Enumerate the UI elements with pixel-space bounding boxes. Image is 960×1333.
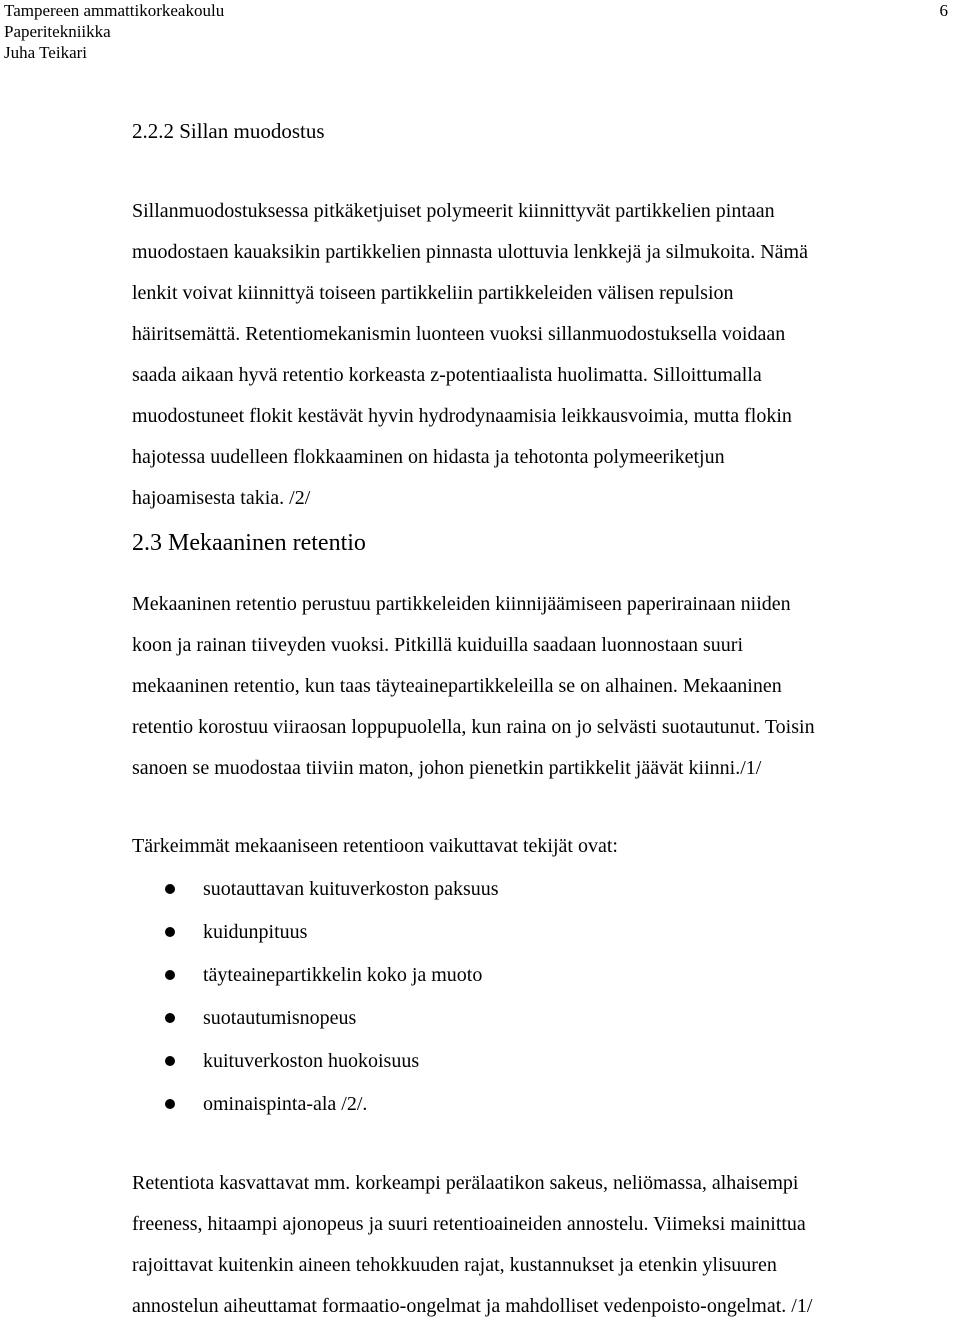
spacer [132, 146, 932, 191]
bullet-icon [165, 1013, 175, 1023]
paragraph-line: koon ja rainan tiiveyden vuoksi. Pitkillä kuiduilla saadaan luonnostaan suuri [132, 634, 743, 656]
paragraph-line: hajotessa uudelleen flokkaaminen on hidasta ja tehotonta polymeeriketjun [132, 446, 725, 468]
page-number: 6 [939, 1, 948, 20]
factors-intro: Tärkeimmät mekaaniseen retentioon vaikuttavat tekijät ovat: [132, 835, 618, 857]
bullet-icon [165, 927, 175, 937]
paragraph-line: muodostuneet flokit kestävät hyvin hydrodynaamisia leikkausvoimia, mutta flokin [132, 405, 792, 427]
list-item [132, 1083, 932, 1126]
header-institution: Tampereen ammattikorkeakoulu [4, 1, 225, 20]
list-item-text: ominaispinta-ala /2/. [203, 1093, 368, 1115]
list-item-text: suotauttavan kuituverkoston paksuus [203, 878, 499, 900]
factors-list [132, 868, 932, 1126]
list-item [132, 868, 932, 911]
paragraph-line: lenkit voivat kiinnittyä toiseen partikkeliin partikkeleiden välisen repulsion [132, 282, 734, 304]
bullet-icon [165, 884, 175, 894]
document-body [132, 116, 932, 1327]
page-header [4, 0, 224, 63]
spacer [132, 789, 932, 826]
list-item [132, 954, 932, 997]
paragraph-line: freeness, hitaampi ajonopeus ja suuri retentioaineiden annostelu. Viimeksi mainittua [132, 1213, 806, 1235]
paragraph-mechanical-retention [132, 584, 932, 789]
list-item-text: kuidunpituus [203, 921, 308, 943]
header-department: Paperitekniikka [4, 22, 111, 41]
paragraph-line: Mekaaninen retentio perustuu partikkeleiden kiinnijäämiseen paperirainaan niiden [132, 593, 791, 615]
paragraph-bridging [132, 191, 932, 519]
paragraph-line: hajoamisesta takia. /2/ [132, 487, 311, 509]
paragraph-line: häiritsemättä. Retentiomekanismin luonteen vuoksi sillanmuodostuksella voidaan [132, 323, 786, 345]
spacer [132, 1126, 932, 1163]
list-item [132, 1040, 932, 1083]
paragraph-line: rajoittavat kuitenkin aineen tehokkuuden rajat, kustannukset ja etenkin ylisuuren [132, 1254, 777, 1276]
section-heading-2-3: 2.3 Mekaaninen retentio [132, 530, 366, 556]
paragraph-line: retentio korostuu viiraosan loppupuolella, kun raina on jo selvästi suotautunut. Toisin [132, 716, 815, 738]
paragraph-line: Retentiota kasvattavat mm. korkeampi perälaatikon sakeus, neliömassa, alhaisempi [132, 1172, 799, 1194]
list-item [132, 997, 932, 1040]
header-author: Juha Teikari [4, 43, 87, 62]
list-item-text: suotautumisnopeus [203, 1007, 357, 1029]
bullet-icon [165, 970, 175, 980]
paragraph-line: muodostaen kauaksikin partikkelien pinnasta ulottuvia lenkkejä ja silmukoita. Nämä [132, 241, 808, 263]
section-heading-2-2-2: 2.2.2 Sillan muodostus [132, 119, 325, 143]
spacer [132, 519, 932, 527]
list-item-text: kuituverkoston huokoisuus [203, 1050, 420, 1072]
list-item [132, 911, 932, 954]
paragraph-line: Sillanmuodostuksessa pitkäketjuiset polymeerit kiinnittyvät partikkelien pintaan [132, 200, 775, 222]
paragraph-line: annostelun aiheuttamat formaatio-ongelmat ja mahdolliset vedenpoisto-ongelmat. /1/ [132, 1295, 813, 1317]
list-item-text: täyteainepartikkelin koko ja muoto [203, 964, 483, 986]
bullet-icon [165, 1099, 175, 1109]
spacer [132, 559, 932, 584]
paragraph-line: mekaaninen retentio, kun taas täyteainepartikkeleilla se on alhainen. Mekaaninen [132, 675, 782, 697]
paragraph-increasing-retention [132, 1163, 932, 1327]
paragraph-line: sanoen se muodostaa tiiviin maton, johon pienetkin partikkelit jäävät kiinni./1/ [132, 757, 762, 779]
bullet-icon [165, 1056, 175, 1066]
paragraph-line: saada aikaan hyvä retentio korkeasta z-potentiaalista huolimatta. Silloittumalla [132, 364, 762, 386]
